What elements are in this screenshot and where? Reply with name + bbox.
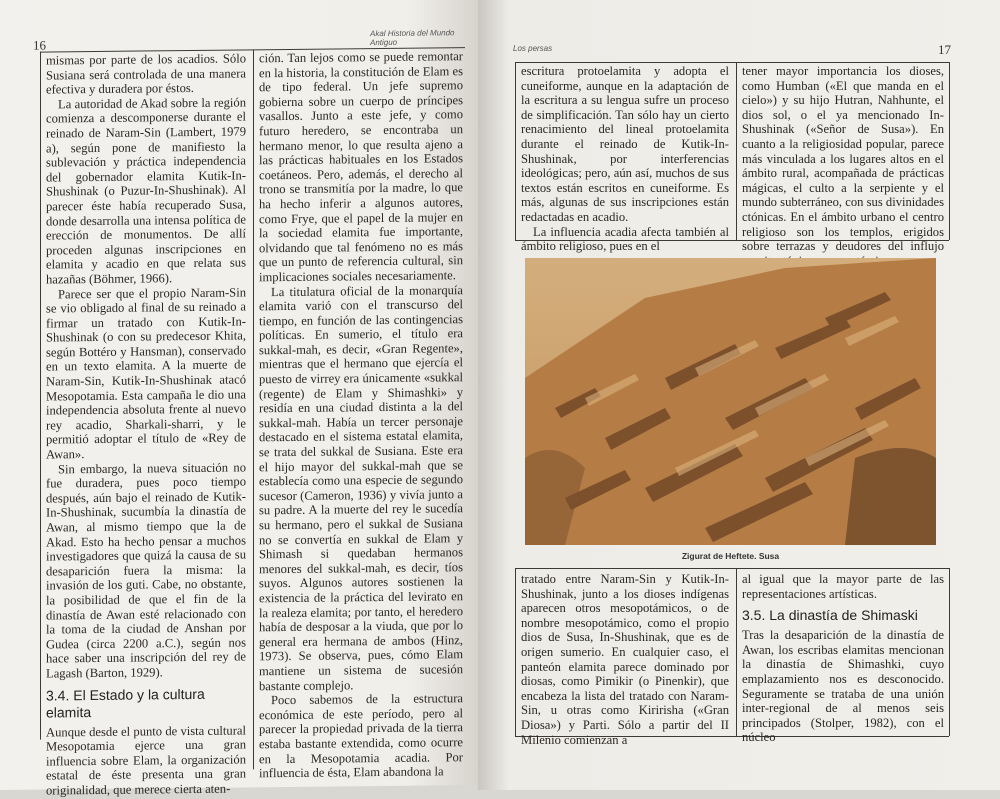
figure-caption: Zigurat de Heftete. Susa bbox=[681, 551, 780, 561]
frame-rule bbox=[515, 62, 516, 240]
left-column-1 bbox=[46, 51, 246, 798]
right-column-2-bottom bbox=[742, 572, 944, 745]
ziggurat-illustration bbox=[525, 258, 936, 545]
paragraph: Tras la desaparición de la dinastía de Awan, los escribas elamitas mencionan la dinastía de Shimashki, cuyo emplazamiento nos es desconocido. Seguramente se trataba de una unión inter-regional de al menos seis principados (Stolper, 1982), con el núcleo bbox=[742, 628, 944, 745]
section-heading: 3.5. La dinastía de Shimaski bbox=[742, 607, 918, 624]
frame-rule bbox=[949, 568, 950, 736]
paragraph: Aunque desde el punto de vista cultural Mesopotamia ejerce una gran influencia sobre Elam, la organización estatal de éste presenta una gran originalidad, que merece cierta aten- bbox=[46, 722, 246, 798]
paragraph: La influencia acadia afecta también al ámbito religioso, pues en el bbox=[521, 224, 729, 254]
column-divider bbox=[736, 568, 737, 736]
left-frame-rule bbox=[40, 52, 41, 740]
frame-rule bbox=[949, 62, 950, 240]
frame-rule bbox=[515, 568, 516, 736]
page-number: 16 bbox=[33, 37, 46, 53]
left-column-2 bbox=[259, 49, 463, 781]
page-number: 17 bbox=[938, 42, 951, 57]
running-head: Akal Historia del Mundo Antiguo bbox=[370, 28, 455, 48]
ziggurat-photo bbox=[525, 258, 936, 545]
paragraph: Sin embargo, la nueva situación no fue duradera, pues poco tiempo después, aún bajo el reinado de Kutik-In-Shushinak, sucumbía la dinastía de Awan, al mismo tiempo que la de Akad. Esto ha hecho pensar a muchos investigadores que quizá la causa de su desaparición fuera la misma: la invasión de los guti. Cabe, no obstante, la posibilidad de que el fin de la dinastía de Awan esté relacionado con la toma de la ciudad de Anshan por Gudea (circa 2200 a.C.), según nos hace saber una inscripción del rey de Lagash (Barton, 1929). bbox=[46, 460, 246, 681]
paragraph: La autoridad de Akad sobre la región comienza a descomponerse durante el reinado de Naram-Sin (Lambert, 1979 a), según pone de manifiesto la sublevación y práctica independencia del gobernador elamita Kutik-In-Shushinak (o Puzur-In-Shushinak). Al parecer éste había recuperado Susa, donde desarrolla una intensa política de erección de monumentos. De allí proceden algunas inscripciones en elamita y acadio en que relata sus hazañas (Böhmer, 1966). bbox=[46, 95, 246, 287]
paragraph: La titulatura oficial de la monarquía elamita varió con el transcurso del tiempo, en función de las contingencias políticas. En sumerio, el título era sukkal-mah, es decir, «Gran Regente», mientras que el hermano que ejercía el puesto de virrey era únicamente «sukkal (regente) de Elam y Shimashki» y residía en una ciudad distinta a la del sukkal-mah. Había un tercer personaje destacado en el sistema estatal elamita, se trata del sukkal de Susiana. Este era el hijo mayor del sukkal-mah que se establecía como una especie de segundo sucesor (Cameron, 1936) y vivía junto a su padre. A la muerte del rey le sucedía su hermano, pero el sukkal de Susiana no se convertía en sukkal de Elam y Shimash si quedaban hermanos menores del sukkal-mah, es decir, tíos suyos. Algunos autores sostienen la existencia de la práctica del levirato en la realeza elamita; por tanto, el heredero había de desposar a la viuda, que por lo general era hermana de ambos (Hinz, 1973). Se observa, pues, cómo Elam mantiene un sistema de sucesión bastante complejo. bbox=[259, 282, 463, 693]
paragraph: escritura protoelamita y adopta el cuneiforme, aunque en la adaptación de la escritura a su lengua sufre un proceso de simplificación. Tan sólo hay un cierto renacimiento del lineal protoelamita durante el reinado de Kutik-In-Shushinak, por interferencias ideológicas; pero, aún así, muchos de sus textos están escritos en cuneiforme. Es más, algunas de sus inscripciones están redactadas en acadio. bbox=[521, 64, 729, 224]
paragraph: mismas por parte de los acadios. Sólo Susiana será controlada de una manera efectiva y duradera por éstos. bbox=[46, 51, 246, 97]
frame-rule bbox=[515, 568, 949, 569]
paragraph: Poco sabemos de la estructura económica de este período, pero al parecer la propiedad privada de la tierra estaba bastante extendida, como ocurre en la Mesopotamia acadia. Por influencia de ésta, Elam abandona la bbox=[259, 691, 463, 781]
running-head: Los persas bbox=[513, 44, 553, 53]
right-column-1-top bbox=[521, 64, 729, 254]
top-rule bbox=[515, 62, 949, 63]
right-column-2-top bbox=[742, 64, 944, 254]
paragraph: tratado entre Naram-Sin y Kutik-In-Shushinak, junto a los dioses indígenas aparecen otros mesopotámicos, o de nombre mesopotámico, como el propio dios de Susa, In-Shushinak, que es de origen sumerio. En cualquier caso, el panteón elamita parece dominado por diosas, como Pimikir (o Pinenkir), que encabeza la lista del tratado con Naram-Sin, u otras como Kiririsha («Gran Diosa») y Parti. Sólo a partir del II Milenio comienzan a bbox=[521, 572, 729, 747]
paragraph: ción. Tan lejos como se puede remontar en la historia, la constitución de Elam es de tipo federal. Un jefe supremo gobierna sobre un cuerpo de príncipes vasallos. Junto a este jefe, y como futuro heredero, se encontraba un hermano menor, lo que resulta ajeno a las prácticas habituales en los Estados coetáneos. Pero, además, el derecho al trono se transmitía por la madre, lo que ha hecho inferir a algunos autores, como Frye, que el papel de la mujer en la sociedad elamita fue importante, olvidando que tal fenómeno no es más que un punto de referencia cultural, sin implicaciones sociales necesariamente. bbox=[259, 49, 463, 285]
column-divider bbox=[253, 49, 254, 769]
column-divider bbox=[736, 62, 737, 240]
paragraph: tener mayor importancia los dioses, como Humban («El que manda en el cielo») y su hijo Hutran, Nahhunte, el dios sol, o el ya mencionado In-Shushinak («Señor de Susa»). En cuanto a la religiosidad popular, parece más vinculada a los lugares altos en el ámbito rural, acompañada de prácticas mágicas, el culto a la serpiente y el mundo subterráneo, con sus divinidades ctónicas. En el ámbito urbano el centro religioso son los templos, erigidos sobre terrazas y deudores del influjo bbox=[742, 64, 944, 254]
paragraph: Parece ser que el propio Naram-Sin se vio obligado al final de su reinado a firmar un tratado con Kutik-In-Shushinak (o con su predecesor Khita, según Bottéro y Hansman), conservado en un texto elamita. A la muerte de Naram-Sin, Kutik-In-Shushinak atacó Mesopotamia. Esta campaña le dio una independencia absoluta frente al nuevo rey acadio, Sharkali-sharri, y le permitió adoptar el título de «Rey de Awan». bbox=[46, 284, 246, 462]
section-heading: 3.4. El Estado y la cultura elamita bbox=[46, 685, 205, 721]
paragraph: al igual que la mayor parte de las representaciones artísticas. bbox=[742, 572, 944, 601]
left-page bbox=[0, 0, 480, 798]
right-column-1-bottom bbox=[521, 572, 729, 747]
